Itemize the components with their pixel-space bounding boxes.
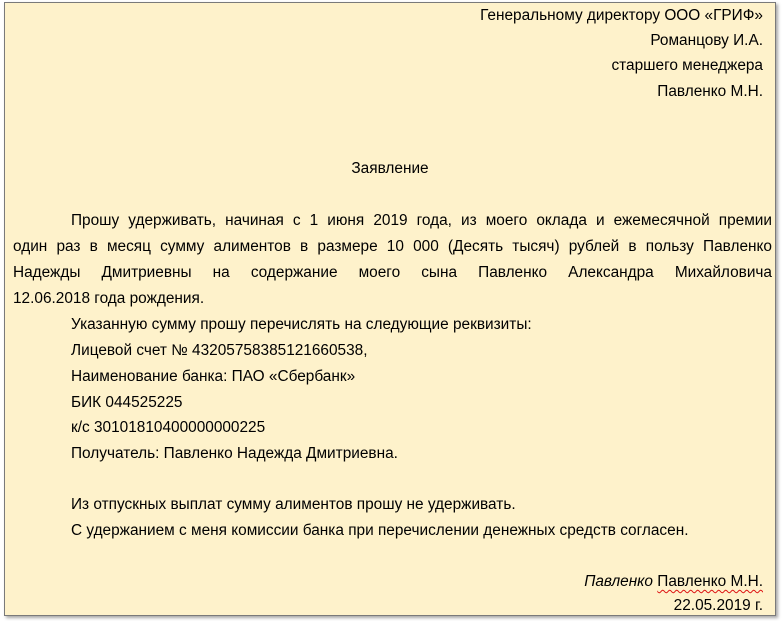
paragraph-line: 12.06.2018 года рождения. (13, 290, 205, 307)
document-page (4, 2, 776, 616)
commission-note: С удержанием с меня комиссии банка при перечислении денежных средств согласен. (71, 522, 689, 539)
sender-position: старшего менеджера (611, 57, 763, 74)
handwritten-signature: Павленко (584, 573, 653, 590)
document-title: Заявление (351, 160, 429, 177)
paragraph-line: Прошу удерживать, начиная с 1 июня 2019 года, из моего оклада и ежемесячной премии (71, 212, 772, 229)
signature-date: 22.05.2019 г. (673, 597, 763, 614)
paragraph-line: один раз в месяц сумму алиментов в размере 10 000 (Десять тысяч) рублей в пользу Павленко (13, 238, 772, 255)
sender-name: Павленко М.Н. (657, 83, 763, 100)
vacation-note: Из отпускных выплат сумму алиментов прошу не удерживать. (71, 496, 516, 513)
addressee-name: Романцову И.А. (650, 32, 763, 49)
bank-name: Наименование банка: ПАО «Сбербанк» (71, 368, 356, 385)
addressee-line: Генеральному директору ООО «ГРИФ» (480, 7, 763, 24)
recipient: Получатель: Павленко Надежда Дмитриевна. (71, 445, 398, 462)
bik: БИК 044525225 (71, 394, 183, 411)
requisites-intro: Указанную сумму прошу перечислять на следующие реквизиты: (71, 316, 532, 333)
signer-name: Павленко М.Н. (657, 573, 763, 590)
correspondent-account: к/с 30101810400000000225 (71, 419, 266, 436)
paragraph-line: Надежды Дмитриевны на содержание моего сына Павленко Александра Михайловича (13, 264, 772, 281)
account-number: Лицевой счет № 43205758385121660538, (71, 342, 368, 359)
signature-line (584, 572, 763, 592)
